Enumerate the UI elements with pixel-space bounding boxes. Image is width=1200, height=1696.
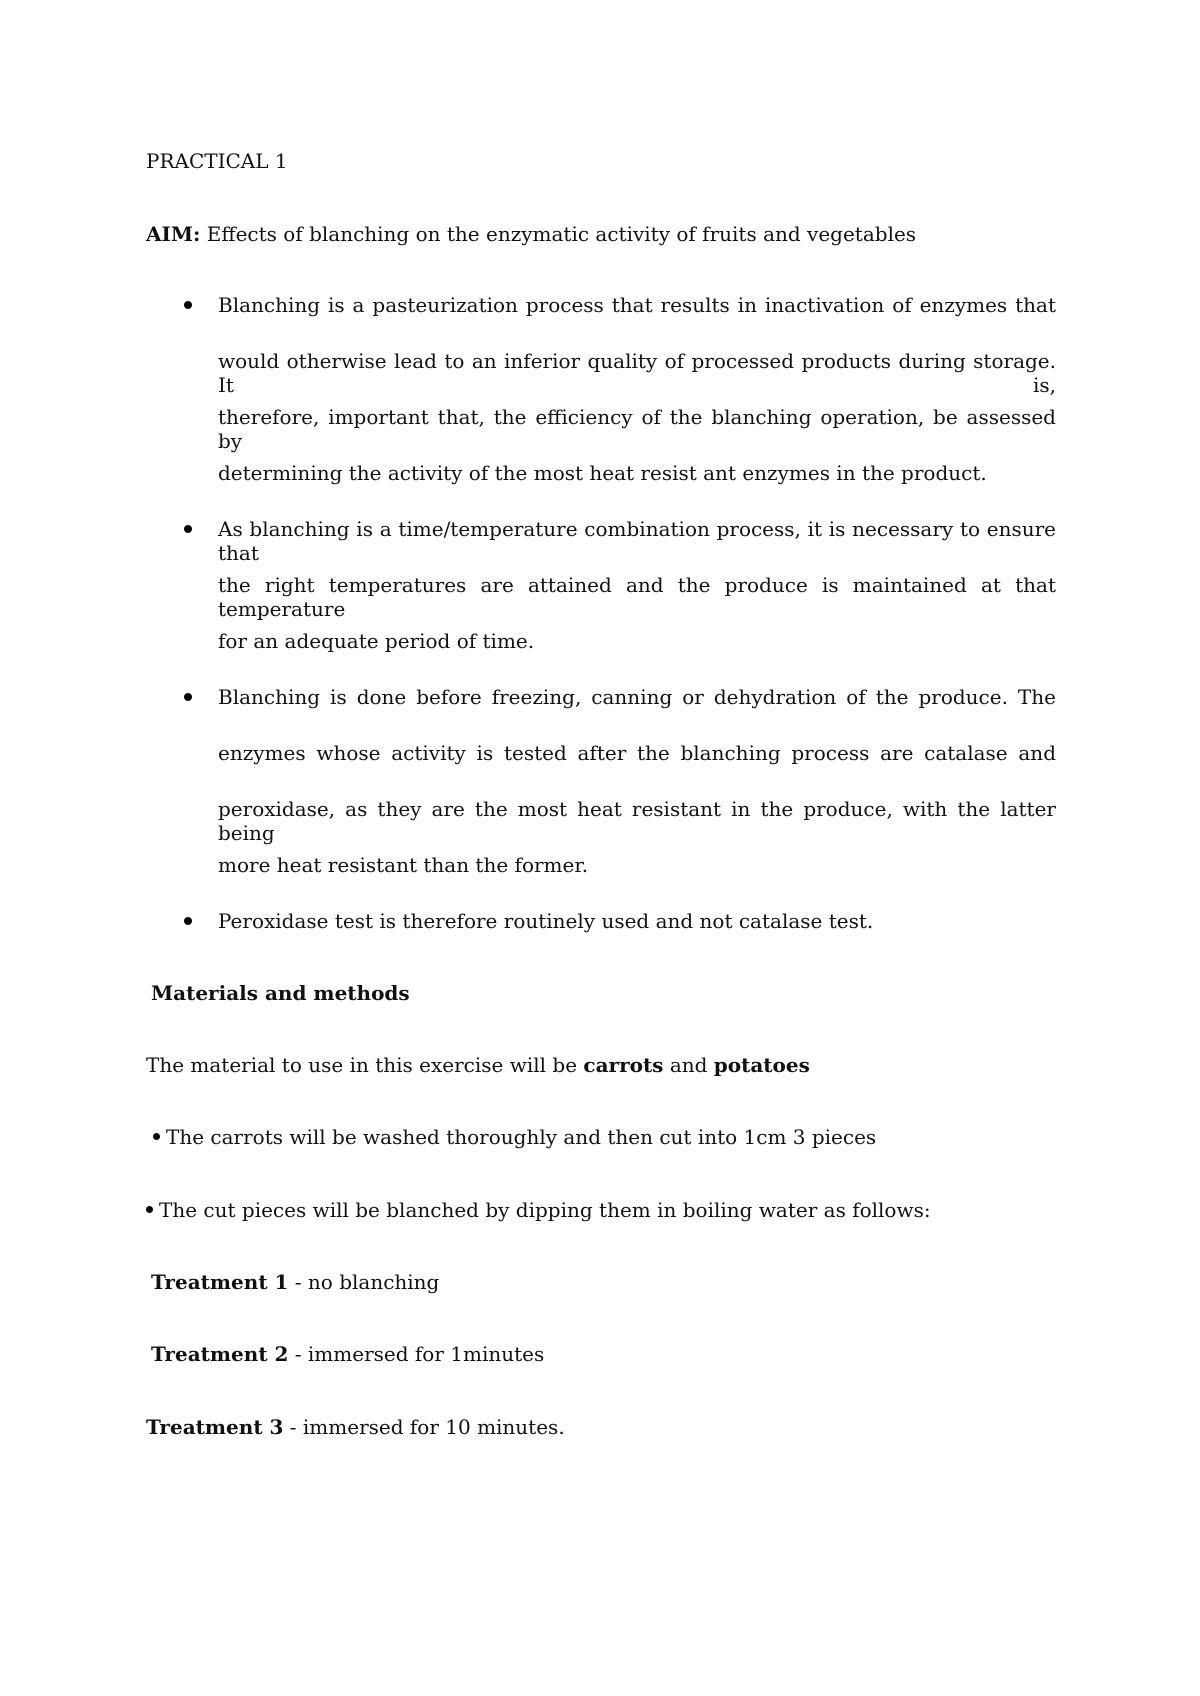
intro-text: The material to use in this exercise will be [146,1053,578,1077]
materials-intro [146,1053,810,1077]
bullet-4-line-1 [218,909,1056,933]
and-text: and [669,1053,708,1077]
treatment-label: Treatment 1 [151,1270,289,1294]
bullet-text: peroxidase, as they are the most heat resistant in the produce, with the latter being [218,797,1056,845]
bullet-text: for an adequate period of time. [218,629,535,653]
bullet-text: the right temperatures are attained and the produce is maintained at that temperature [218,573,1056,621]
bullet-2-line-3 [218,629,1056,653]
page-title [146,149,288,173]
bullet-1-line-2 [218,349,1056,397]
materials-heading-text: Materials and methods [151,981,410,1005]
treatment-2 [151,1342,544,1366]
treatment-label: Treatment 2 [151,1342,289,1366]
treatment-text: - immersed for 1minutes [294,1342,545,1366]
bullet-3-line-2 [218,741,1056,765]
bullet-text: enzymes whose activity is tested after the blanching process are catalase and [218,741,1056,765]
bullet-text: determining the activity of the most heat resist ant enzymes in the product. [218,461,987,485]
bullet-text: would otherwise lead to an inferior quality of processed products during storage. It is, [218,349,1056,397]
aim-text: Effects of blanching on the enzymatic activity of fruits and vegetables [206,222,917,246]
bullet-text: As blanching is a time/temperature combination process, it is necessary to ensure that [218,517,1056,565]
bullet-1-line-1 [218,293,1056,317]
bullet-text: Blanching is done before freezing, canning or dehydration of the produce. The [218,685,1056,709]
bullet-icon [146,1206,153,1213]
treatment-text: - immersed for 10 minutes. [289,1415,565,1439]
step-2 [146,1198,931,1222]
bullet-1-line-3 [218,405,1056,453]
bullet-2-line-1 [218,517,1056,565]
step-1 [153,1125,876,1149]
bullet-icon [184,917,192,925]
bullet-text: Blanching is a pasteurization process that results in inactivation of enzymes that [218,293,1056,317]
carrots-text: carrots [583,1053,664,1077]
aim-line [146,222,916,246]
bullet-text: Peroxidase test is therefore routinely used and not catalase test. [218,909,874,933]
bullet-text: therefore, important that, the efficiency of the blanching operation, be assessed by [218,405,1056,453]
bullet-text: more heat resistant than the former. [218,853,589,877]
bullet-3-line-3 [218,797,1056,845]
treatment-3 [146,1415,565,1439]
potatoes-text: potatoes [713,1053,810,1077]
bullet-icon [184,693,192,701]
bullet-icon [153,1133,160,1140]
treatment-text: - no blanching [294,1270,440,1294]
treatment-1 [151,1270,439,1294]
bullet-3-line-4 [218,853,1056,877]
step-1-text: The carrots will be washed thoroughly and then cut into 1cm 3 pieces [166,1125,877,1149]
bullet-1-line-4 [218,461,1056,485]
title-text: PRACTICAL 1 [146,149,288,173]
materials-heading [151,981,410,1005]
bullet-icon [184,301,192,309]
bullet-3-line-1 [218,685,1056,709]
treatment-label: Treatment 3 [146,1415,284,1439]
bullet-icon [184,525,192,533]
aim-label: AIM: [146,222,201,246]
bullet-2-line-2 [218,573,1056,621]
step-2-text: The cut pieces will be blanched by dipping them in boiling water as follows: [159,1198,931,1222]
